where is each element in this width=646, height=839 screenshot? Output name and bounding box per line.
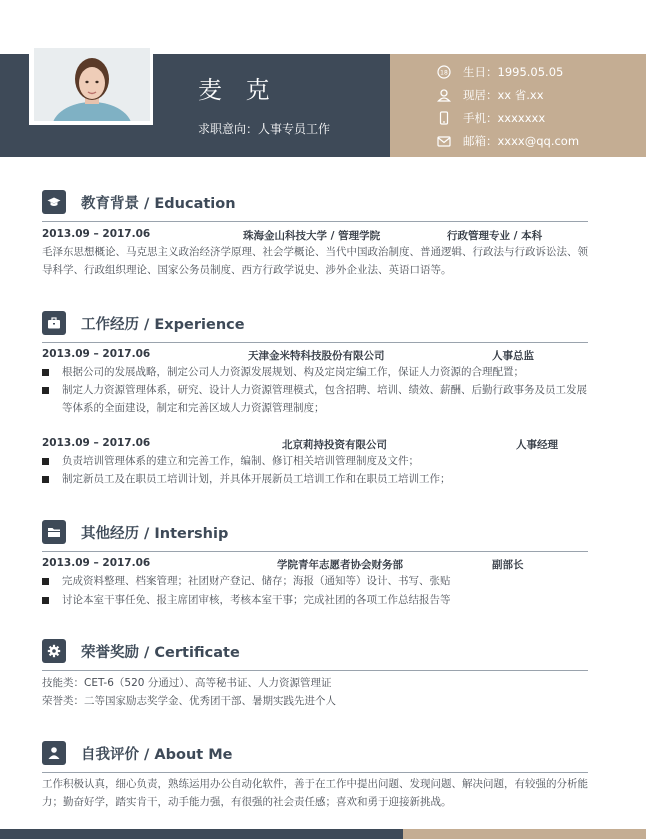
section-certificate — [42, 639, 588, 665]
phone-text: 手机：xxxxxxx — [463, 111, 546, 125]
internship-icon-box — [42, 520, 66, 544]
gear-icon — [47, 644, 61, 658]
contact-birth — [437, 64, 563, 80]
job-position: 人事经理 — [516, 439, 558, 451]
phone-icon — [437, 111, 451, 125]
person-icon — [47, 746, 61, 760]
birth-text: 生日：1995.05.05 — [463, 65, 564, 79]
internship-position: 副部长 — [492, 559, 524, 571]
location-icon — [437, 88, 451, 102]
internship-date: 2013.09 – 2017.06 — [42, 557, 151, 569]
section-internship — [42, 520, 588, 546]
section-divider — [42, 670, 588, 671]
certificate-icon-box — [42, 639, 66, 663]
section-divider — [42, 772, 588, 773]
job-date: 2013.09 – 2017.06 — [42, 348, 151, 360]
education-major: 行政管理专业 / 本科 — [447, 230, 543, 242]
footer-band-right — [403, 829, 646, 839]
about-title: 自我评价 / About Me — [81, 747, 233, 763]
section-education — [42, 190, 588, 216]
section-experience — [42, 311, 588, 337]
experience-title: 工作经历 / Experience — [81, 317, 245, 333]
job-bullet: 负责培训管理体系的建立和完善工作，编制、修订相关培训管理制度及文件； — [62, 452, 588, 470]
portrait-image — [34, 48, 150, 121]
about-text: 工作积极认真，细心负责，熟练运用办公自动化软件，善于在工作中提出问题、发现问题、解决问题，有较强的分析能力；勤奋好学，踏实肯干，动手能力强，有很强的社会责任感；喜欢和勇于迎接新挑战。 — [42, 778, 588, 808]
education-courses: 毛泽东思想概论、马克思主义政治经济学原理、社会学概论、当代中国政治制度、普通逻辑、行政法与行政诉讼法、领导科学、行政组织理论、国家公务员制度、西方行政学说史、涉外企业法、英语口语等。 — [42, 246, 588, 276]
internship-bullet: 讨论本室干事任免、报主席团审核，考核本室干事；完成社团的各项工作总结报告等 — [62, 591, 588, 609]
education-title: 教育背景 / Education — [81, 196, 236, 212]
residence-text: 现居：xx 省.xx — [463, 88, 544, 102]
about-icon-box — [42, 741, 66, 765]
job-company: 北京莉持投资有限公司 — [282, 439, 387, 451]
job-company: 天津金米特科技股份有限公司 — [248, 350, 385, 362]
contact-residence — [437, 87, 544, 103]
email-text: 邮箱：xxxx@qq.com — [463, 134, 580, 148]
briefcase-icon — [47, 316, 61, 330]
internship-bullet: 完成资料整理、档案管理；社团财产登记、储存；海报（通知等）设计、书写、张贴 — [62, 572, 588, 590]
internship-title: 其他经历 / Intership — [81, 526, 229, 542]
contact-email — [437, 133, 579, 149]
contact-phone — [437, 110, 545, 126]
certificate-honors: 荣誉类：二等国家励志奖学金、优秀团干部、暑期实践先进个人 — [42, 695, 336, 707]
job-bullet: 制定人力资源管理体系，研究、设计人力资源管理模式，包含招聘、培训、绩效、薪酬、后勤行政事务及员工发展等体系的全面建设，制定和完善区域人力资源管理制度； — [62, 381, 588, 417]
section-about — [42, 741, 588, 767]
avatar — [34, 48, 150, 121]
education-icon-box — [42, 190, 66, 214]
job-date: 2013.09 – 2017.06 — [42, 437, 151, 449]
job-bullet: 制定新员工及在职员工培训计划，并具体开展新员工培训工作和在职员工培训工作； — [62, 470, 588, 488]
education-date: 2013.09 – 2017.06 — [42, 228, 151, 240]
job-objective: 求职意向：人事专员工作 — [198, 122, 331, 136]
section-divider — [42, 551, 588, 552]
experience-icon-box — [42, 311, 66, 335]
svg-text:18: 18 — [440, 69, 448, 77]
folder-icon — [47, 525, 61, 539]
certificate-title: 荣誉奖励 / Certificate — [81, 645, 240, 661]
section-divider — [42, 221, 588, 222]
education-school: 珠海金山科技大学 / 管理学院 — [243, 230, 381, 242]
job-position: 人事总监 — [492, 350, 534, 362]
resume-name: 麦 克 — [198, 76, 278, 104]
birthday-icon — [437, 65, 451, 79]
mail-icon — [437, 134, 451, 148]
certificate-skills: 技能类：CET-6（520 分通过）、高等秘书证、人力资源管理证 — [42, 677, 332, 689]
graduation-cap-icon — [47, 195, 61, 209]
section-divider — [42, 342, 588, 343]
job-bullet: 根据公司的发展战略，制定公司人力资源发展规划、构及定岗定编工作，保证人力资源的合理配置； — [62, 363, 588, 381]
internship-org: 学院青年志愿者协会财务部 — [277, 559, 403, 571]
footer-band-left — [0, 829, 403, 839]
